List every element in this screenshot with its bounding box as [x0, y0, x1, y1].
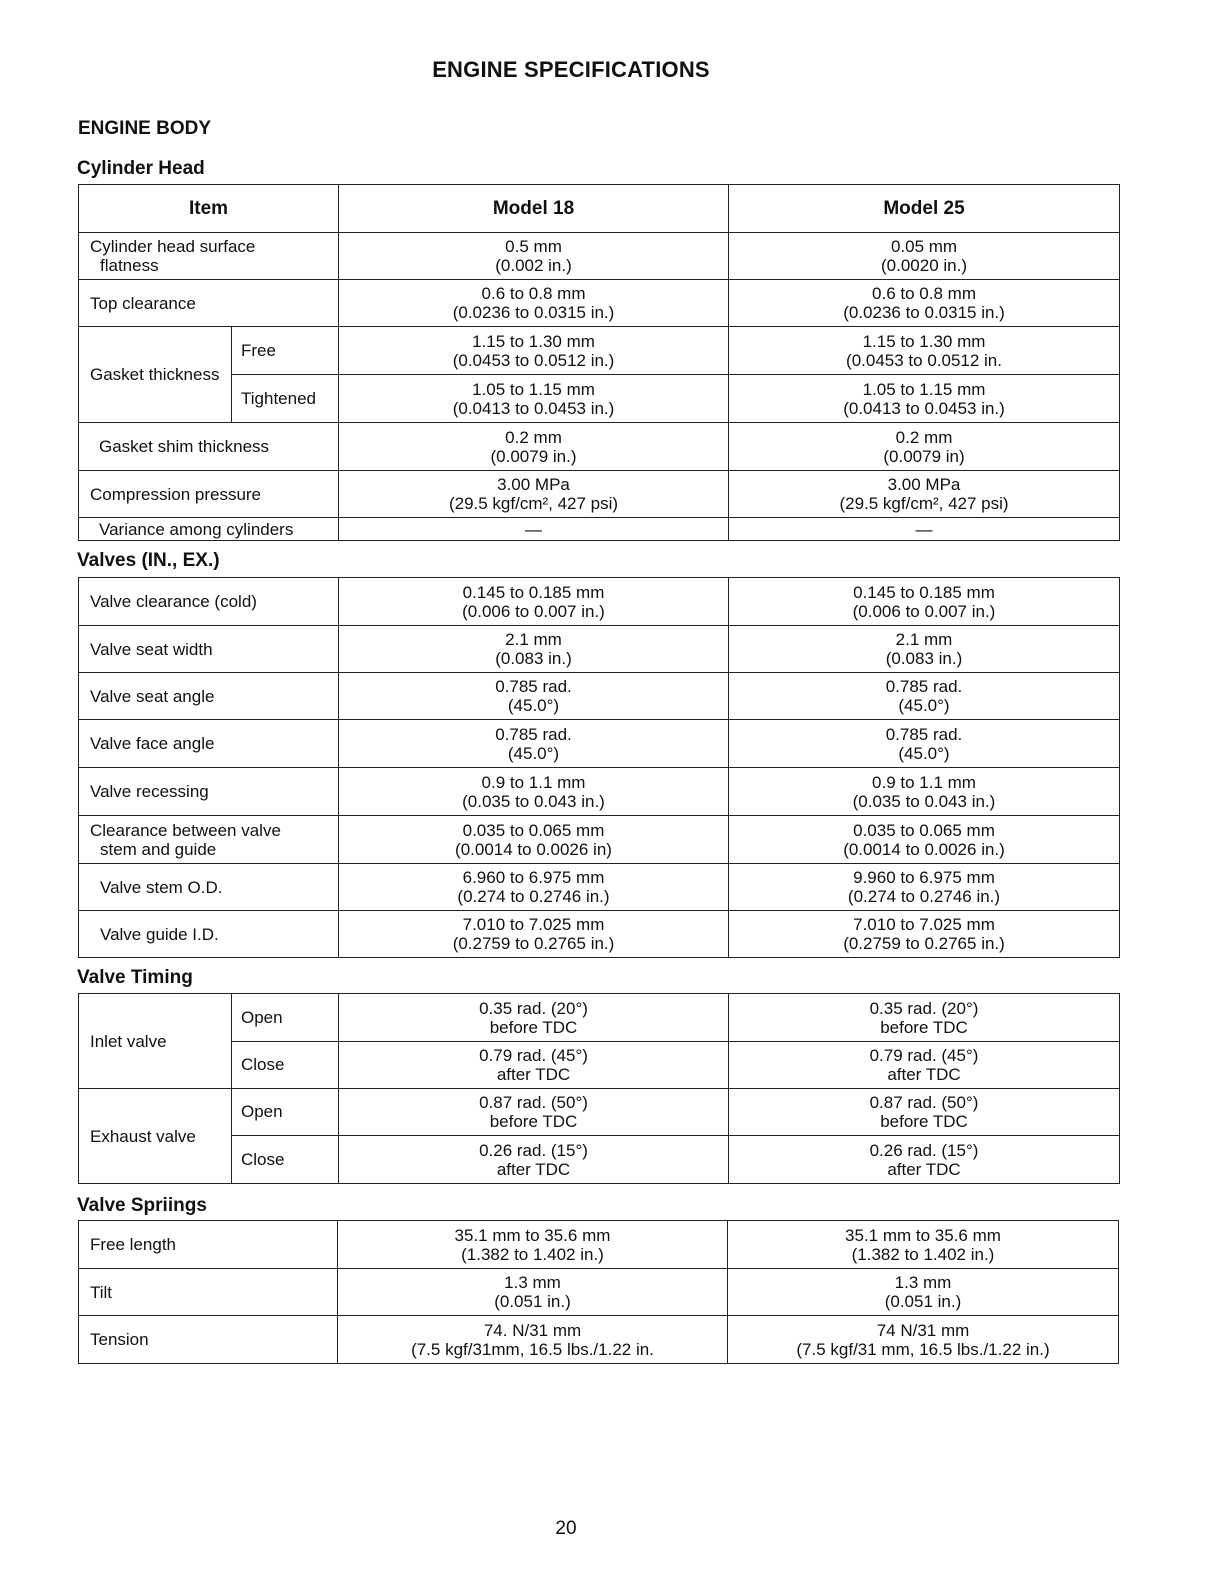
model-18-value: 0.145 to 0.185 mm (0.006 to 0.007 in.) [339, 578, 729, 626]
table-row [79, 1042, 1120, 1089]
model-25-value: 0.05 mm (0.0020 in.) [729, 233, 1120, 280]
row-item: Valve seat angle [79, 673, 339, 720]
model-18-value: 0.5 mm (0.002 in.) [339, 233, 729, 280]
model-18-value: 0.87 rad. (50°) before TDC [339, 1089, 729, 1136]
row-subitem: Close [232, 1042, 339, 1089]
model-25-value: 0.26 rad. (15°) after TDC [729, 1136, 1120, 1184]
row-item: Valve clearance (cold) [79, 578, 339, 626]
model-18-value: 0.35 rad. (20°) before TDC [339, 994, 729, 1042]
row-item: Free length [79, 1221, 338, 1269]
model-25-value: 35.1 mm to 35.6 mm (1.382 to 1.402 in.) [728, 1221, 1119, 1269]
model-25-value: 2.1 mm (0.083 in.) [729, 626, 1120, 673]
item-line: flatness [100, 256, 159, 275]
row-subitem: Open [232, 994, 339, 1042]
row-subitem: Open [232, 1089, 339, 1136]
table-row [79, 578, 1120, 626]
model-18-value: 3.00 MPa (29.5 kgf/cm², 427 psi) [339, 471, 729, 518]
row-item: Tension [79, 1316, 338, 1364]
valve-timing-table [78, 993, 1120, 1184]
table-header-row [79, 185, 1120, 233]
table-row [79, 1089, 1120, 1136]
model-18-value: 0.785 rad. (45.0°) [339, 720, 729, 768]
valve-timing-heading: Valve Timing [77, 967, 193, 988]
model-25-value: 0.785 rad. (45.0°) [729, 673, 1120, 720]
row-item: Compression pressure [79, 471, 339, 518]
table-row [79, 1136, 1120, 1184]
table-row [79, 375, 1120, 423]
model-25-value: 0.87 rad. (50°) before TDC [729, 1089, 1120, 1136]
model-25-value: 9.960 to 6.975 mm (0.274 to 0.2746 in.) [729, 864, 1120, 911]
item-line: stem and guide [100, 839, 217, 859]
model-18-value: 0.6 to 0.8 mm (0.0236 to 0.0315 in.) [339, 280, 729, 327]
valve-springs-heading: Valve Spriings [77, 1195, 207, 1216]
table-row [79, 994, 1120, 1042]
table-row [79, 1269, 1119, 1316]
model-18-value: 2.1 mm (0.083 in.) [339, 626, 729, 673]
model-25-value: 1.15 to 1.30 mm (0.0453 to 0.0512 in. [729, 327, 1120, 375]
model-25-value: 0.6 to 0.8 mm (0.0236 to 0.0315 in.) [729, 280, 1120, 327]
table-row [79, 720, 1120, 768]
row-item: Gasket thickness [79, 327, 232, 423]
model-25-value: 3.00 MPa (29.5 kgf/cm², 427 psi) [729, 471, 1120, 518]
model-25-value: 7.010 to 7.025 mm (0.2759 to 0.2765 in.) [729, 911, 1120, 958]
table-row [79, 673, 1120, 720]
cylinder-head-heading: Cylinder Head [77, 158, 205, 179]
row-subitem: Free [232, 327, 339, 375]
model-18-value: 0.2 mm (0.0079 in.) [339, 423, 729, 471]
row-item: Valve recessing [79, 768, 339, 816]
table-row [79, 471, 1120, 518]
row-item [79, 816, 339, 864]
model-18-value: 0.035 to 0.065 mm (0.0014 to 0.0026 in) [339, 816, 729, 864]
model-25-value: 0.035 to 0.065 mm (0.0014 to 0.0026 in.) [729, 816, 1120, 864]
row-item: Tilt [79, 1269, 338, 1316]
model-18-value: 0.9 to 1.1 mm (0.035 to 0.043 in.) [339, 768, 729, 816]
table-row [79, 280, 1120, 327]
model-18-value: 74. N/31 mm (7.5 kgf/31mm, 16.5 lbs./1.22 in. [338, 1316, 728, 1364]
item-line: Cylinder head surface [90, 237, 256, 256]
model-18-value: 1.15 to 1.30 mm (0.0453 to 0.0512 in.) [339, 327, 729, 375]
row-item: Exhaust valve [79, 1089, 232, 1184]
row-item: Valve guide I.D. [79, 911, 339, 958]
model-18-value: 35.1 mm to 35.6 mm (1.382 to 1.402 in.) [338, 1221, 728, 1269]
model-25-value: 0.35 rad. (20°) before TDC [729, 994, 1120, 1042]
model-18-value: 1.05 to 1.15 mm (0.0413 to 0.0453 in.) [339, 375, 729, 423]
table-row [79, 768, 1120, 816]
table-row [79, 518, 1120, 541]
model-25-value: 0.79 rad. (45°) after TDC [729, 1042, 1120, 1089]
model-25-value: — [729, 518, 1120, 541]
model-18-value: 7.010 to 7.025 mm (0.2759 to 0.2765 in.) [339, 911, 729, 958]
model-18-value: 1.3 mm (0.051 in.) [338, 1269, 728, 1316]
table-row [79, 864, 1120, 911]
header-model-25: Model 25 [729, 185, 1120, 233]
model-25-value: 0.785 rad. (45.0°) [729, 720, 1120, 768]
page-number: 20 [555, 1518, 577, 1539]
header-item: Item [79, 185, 339, 233]
model-25-value: 0.145 to 0.185 mm (0.006 to 0.007 in.) [729, 578, 1120, 626]
model-18-value: — [339, 518, 729, 541]
table-row [79, 816, 1120, 864]
valves-table [78, 577, 1120, 958]
row-item: Valve seat width [79, 626, 339, 673]
model-18-value: 6.960 to 6.975 mm (0.274 to 0.2746 in.) [339, 864, 729, 911]
table-row [79, 1221, 1119, 1269]
model-25-value: 0.2 mm (0.0079 in) [729, 423, 1120, 471]
section-heading: ENGINE BODY [78, 118, 212, 139]
table-row [79, 327, 1120, 375]
row-subitem: Tightened [232, 375, 339, 423]
table-row [79, 626, 1120, 673]
table-row [79, 423, 1120, 471]
row-subitem: Close [232, 1136, 339, 1184]
row-item: Top clearance [79, 280, 339, 327]
valves-heading: Valves (IN., EX.) [77, 550, 220, 571]
model-25-value: 1.05 to 1.15 mm (0.0413 to 0.0453 in.) [729, 375, 1120, 423]
row-item: Inlet valve [79, 994, 232, 1089]
model-18-value: 0.79 rad. (45°) after TDC [339, 1042, 729, 1089]
row-item: Variance among cylinders [79, 518, 339, 541]
model-25-value: 1.3 mm (0.051 in.) [728, 1269, 1119, 1316]
row-item: Gasket shim thickness [79, 423, 339, 471]
cylinder-head-table [78, 184, 1120, 541]
row-item: Valve stem O.D. [79, 864, 339, 911]
model-25-value: 74 N/31 mm (7.5 kgf/31 mm, 16.5 lbs./1.22 in.) [728, 1316, 1119, 1364]
model-25-value: 0.9 to 1.1 mm (0.035 to 0.043 in.) [729, 768, 1120, 816]
model-18-value: 0.26 rad. (15°) after TDC [339, 1136, 729, 1184]
model-18-value: 0.785 rad. (45.0°) [339, 673, 729, 720]
valve-springs-table [78, 1220, 1119, 1364]
item-line: Clearance between valve [90, 820, 281, 840]
row-item [79, 233, 339, 280]
row-item: Valve face angle [79, 720, 339, 768]
header-model-18: Model 18 [339, 185, 729, 233]
table-row [79, 233, 1120, 280]
table-row [79, 911, 1120, 958]
page-title: ENGINE SPECIFICATIONS [432, 57, 710, 82]
table-row [79, 1316, 1119, 1364]
